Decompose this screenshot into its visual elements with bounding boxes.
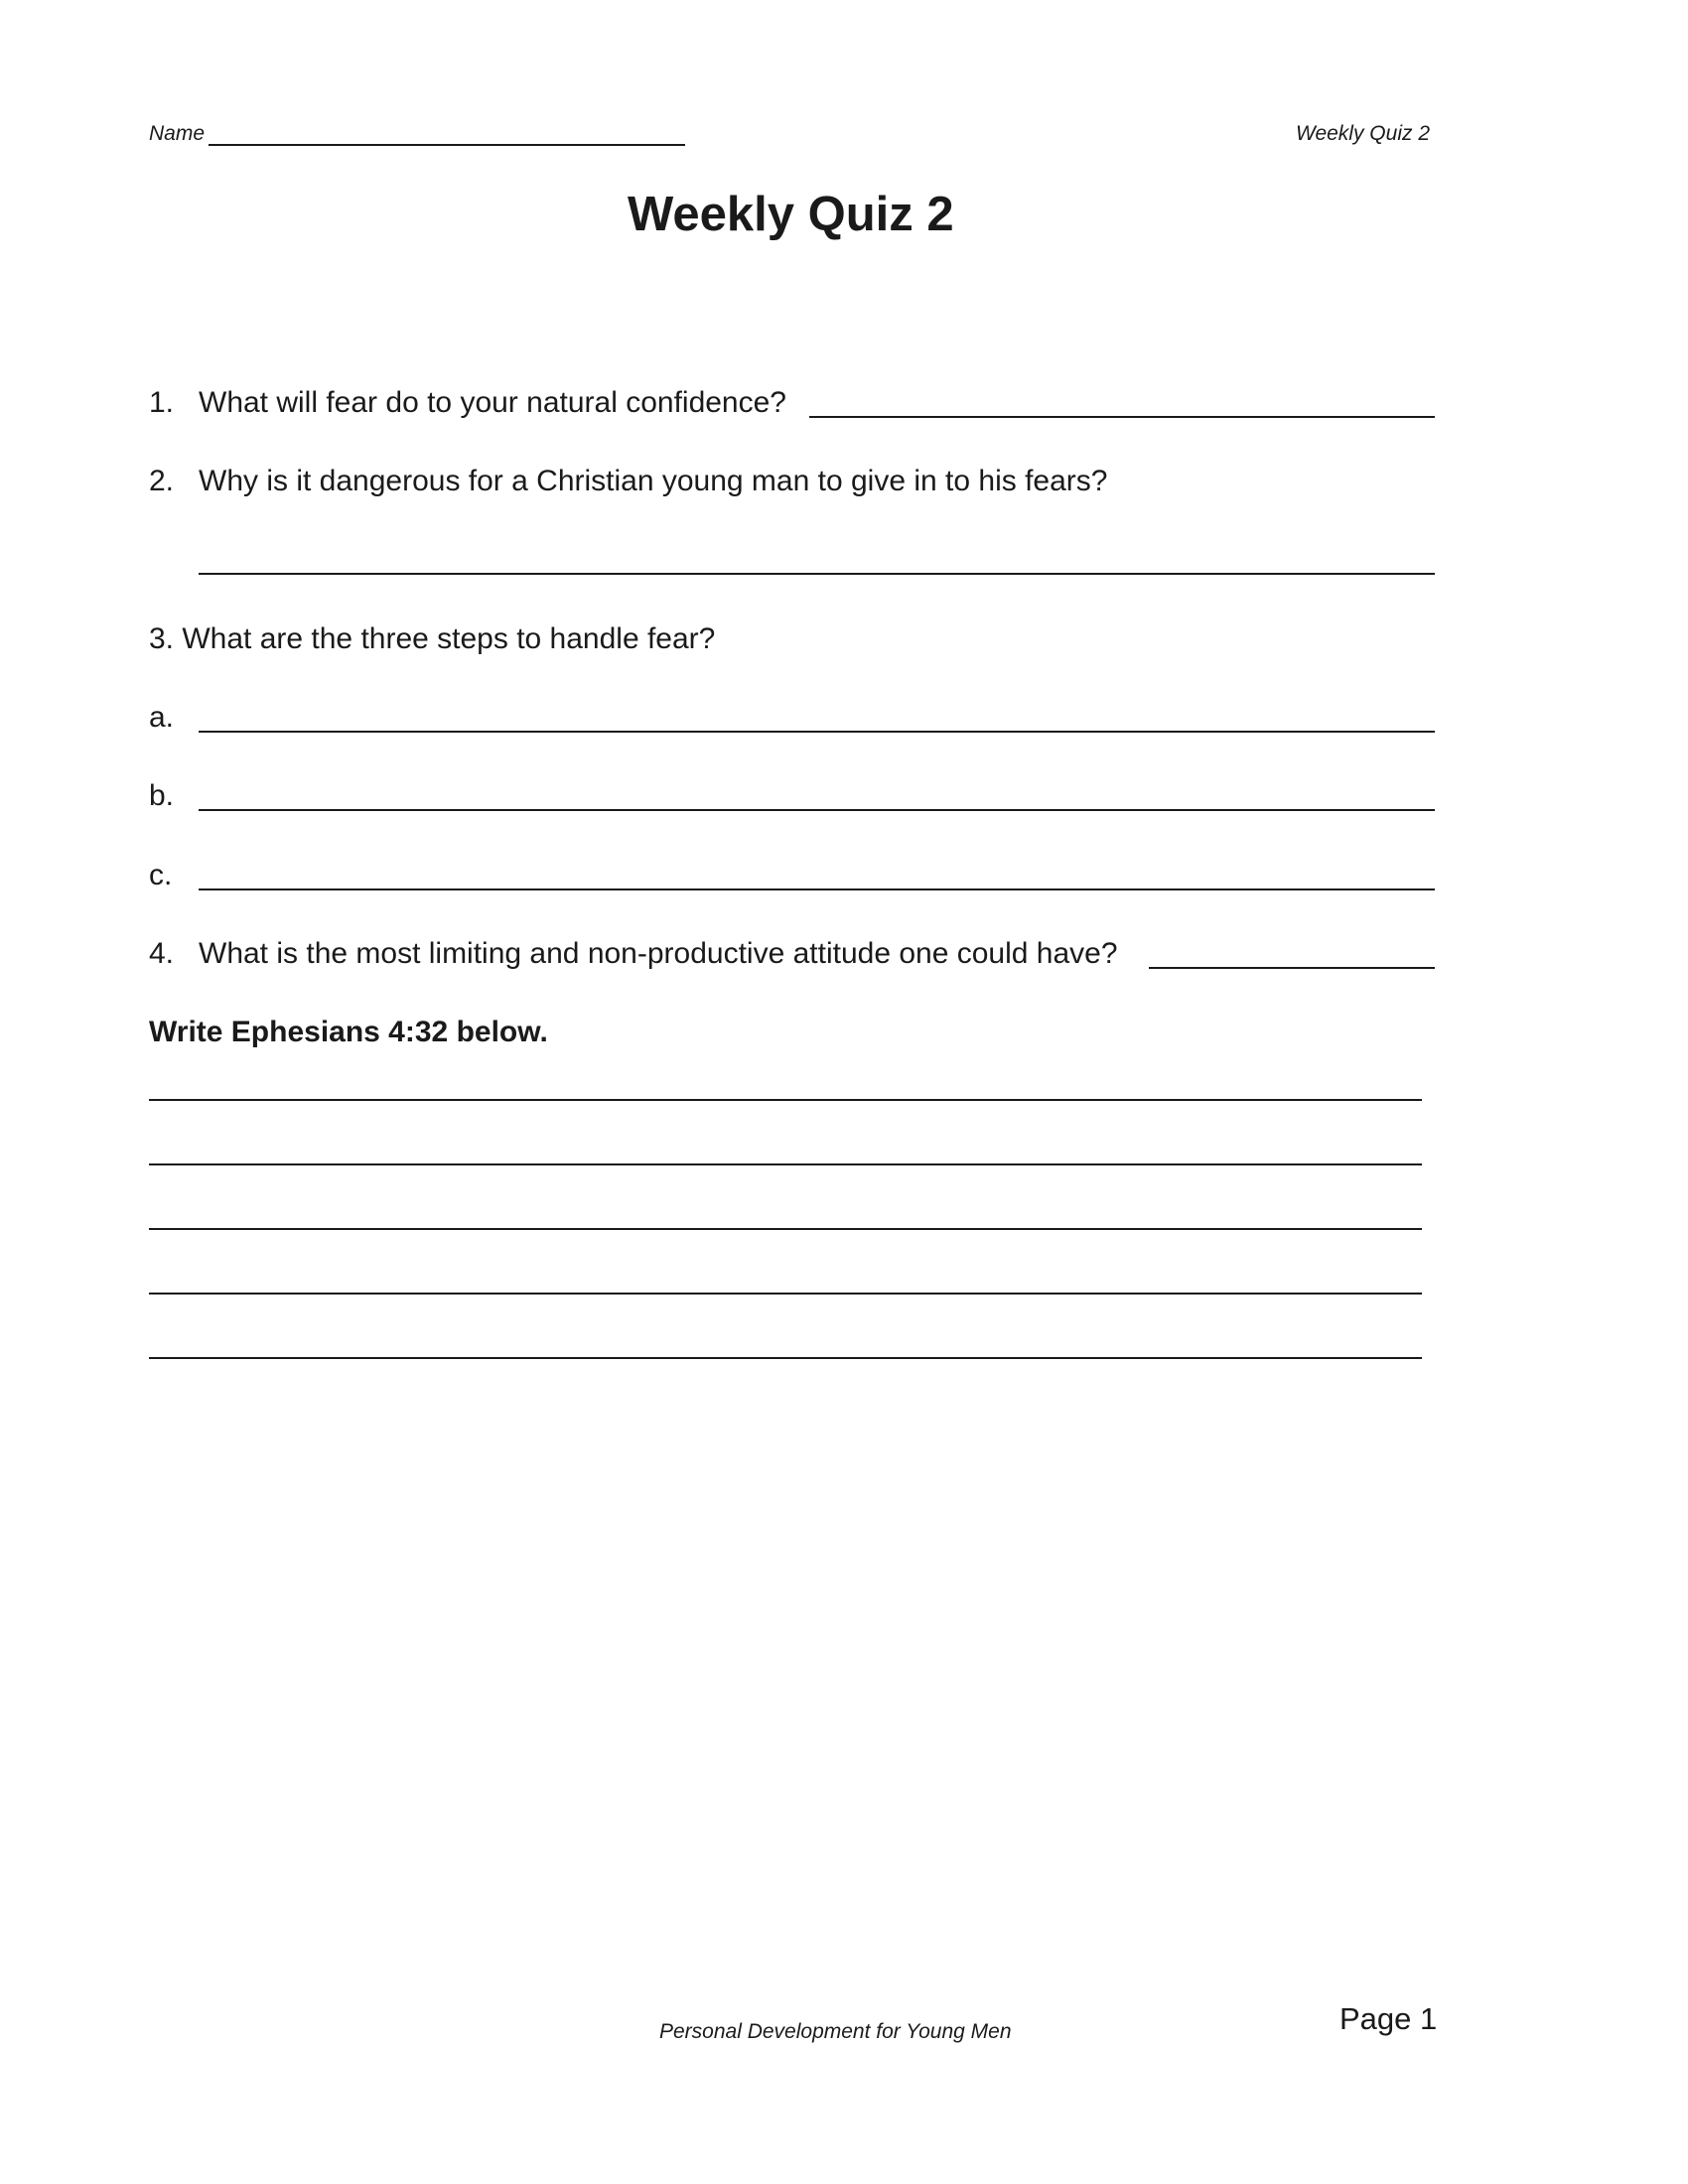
scripture-line-4[interactable] (149, 1293, 1422, 1295)
question-3-item-a-label: a. (149, 701, 175, 734)
scripture-line-5[interactable] (149, 1357, 1422, 1359)
question-3-item-b-label: b. (149, 779, 175, 812)
scripture-prompt: Write Ephesians 4:32 below. (149, 1016, 548, 1048)
question-2-answer-line[interactable] (199, 573, 1435, 575)
question-3-item-a-line[interactable] (199, 731, 1435, 733)
name-label: Name (149, 122, 206, 145)
question-1-number: 1. (149, 386, 175, 419)
question-1-answer-line[interactable] (809, 416, 1435, 418)
question-2-number: 2. (149, 465, 175, 497)
question-3-item-c-label: c. (149, 859, 173, 891)
question-4-number: 4. (149, 937, 175, 970)
scripture-line-2[interactable] (149, 1163, 1422, 1165)
page-title: Weekly Quiz 2 (628, 188, 954, 241)
scripture-line-3[interactable] (149, 1228, 1422, 1230)
question-3-item-b-line[interactable] (199, 809, 1435, 811)
question-4-answer-line[interactable] (1149, 967, 1435, 969)
question-3-text: 3. What are the three steps to handle fear? (149, 622, 716, 655)
question-4-text: What is the most limiting and non-productive attitude one could have? (199, 937, 1118, 970)
question-2-text: Why is it dangerous for a Christian young man to give in to his fears? (199, 465, 1108, 497)
question-1-text: What will fear do to your natural confidence? (199, 386, 786, 419)
footer-book-title: Personal Development for Young Men (659, 2020, 1012, 2043)
question-3-item-c-line[interactable] (199, 888, 1435, 890)
name-field-line[interactable] (209, 144, 685, 146)
header-quiz-label: Weekly Quiz 2 (1296, 122, 1430, 145)
page-number: Page 1 (1339, 2001, 1438, 2036)
scripture-line-1[interactable] (149, 1099, 1422, 1101)
